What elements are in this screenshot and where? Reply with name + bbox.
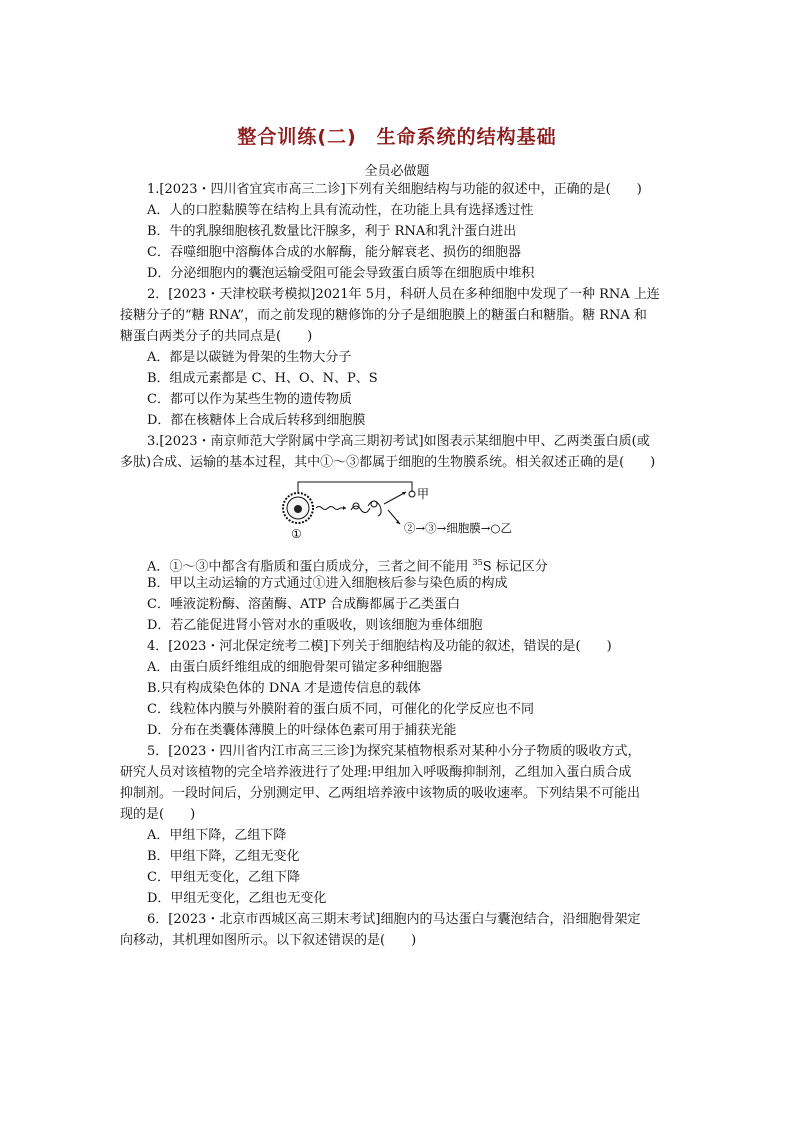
q2-stem-line3: 糖蛋白两类分子的共同点是( ): [120, 329, 313, 344]
q2-option-b: B．组成元素都是 C、H、O、N、P、S: [147, 371, 378, 386]
q4-option-b: B.只有构成染色体的 DNA 才是遗传信息的载体: [147, 681, 422, 696]
q5-option-a: A．甲组下降，乙组下降: [147, 828, 287, 843]
q2-stem-line1: 2．[2023・天津校联考模拟]2021年 5月，科研人员在多种细胞中发现了一种 RNA 上连: [147, 287, 660, 302]
flow-label: ②→③→细胞膜→○乙: [404, 521, 512, 535]
q5-stem-line3: 抑制剂。一段时间后，分别测定甲、乙两组培养液中该物质的吸收速率。下列结果不可能出: [120, 786, 641, 801]
arrow-to-jia: [384, 492, 406, 504]
nucleolus: [294, 505, 302, 513]
q3-stem-line2: 多肽)合成、运输的基本过程，其中①～③都属于细胞的生物膜系统。相关叙述正确的是( ): [120, 455, 656, 470]
q2-option-c: C．都可以作为某些生物的遗传物质: [147, 392, 352, 407]
q3-option-a-text: A．①～③中都含有脂质和蛋白质成分，三者之间不能用: [147, 559, 473, 575]
q5-stem-line2: 研究人员对该植物的完全培养液进行了处理:甲组加入呼吸酶抑制剂，乙组加入蛋白质合成: [120, 765, 632, 780]
q3-option-d: D．若乙能促进肾小管对水的重吸收，则该细胞为垂体细胞: [147, 618, 483, 633]
ribosome-2: [371, 501, 377, 507]
q5-stem-line1: 5．[2023・四川省内江市高三三诊]为探究某植物根系对某种小分子物质的吸收方式，: [147, 744, 641, 759]
label-jia: 甲: [417, 487, 430, 501]
q5-option-d: D．甲组无变化，乙组也无变化: [147, 891, 327, 906]
q4-option-a: A．由蛋白质纤维组成的细胞骨架可锚定多种细胞器: [147, 660, 443, 675]
q4-stem: 4．[2023・河北保定统考二模]下列关于细胞结构及功能的叙述，错误的是( ): [147, 639, 612, 654]
q3-stem-line1: 3.[2023・南京师范大学附属中学高三期初考试]如图表示某细胞中甲、乙两类蛋白质(或: [147, 434, 650, 449]
q1-option-a: A．人的口腔黏膜等在结构上具有流动性，在功能上具有选择透过性: [147, 203, 534, 218]
q6-stem-line1: 6．[2023・北京市西城区高三期末考试]细胞内的马达蛋白与囊泡结合，沿细胞骨架定: [147, 912, 641, 927]
q5-stem-line4: 现的是( ): [120, 807, 196, 822]
q3-option-a-sup: 35: [472, 558, 483, 567]
q1-option-d: D．分泌细胞内的囊泡运输受阻可能会导致蛋白质等在细胞质中堆积: [147, 266, 535, 281]
top-connector: [298, 482, 412, 493]
q4-option-c: C．线粒体内膜与外膜附着的蛋白质不同，可催化的化学反应也不同: [147, 702, 534, 717]
q3-option-b: B．甲以主动运输的方式通过①进入细胞核后参与染色质的构成: [147, 576, 508, 591]
q4-option-d: D．分布在类囊体薄膜上的叶绿体色素可用于捕获光能: [147, 723, 457, 738]
mrna-wave: [316, 507, 340, 510]
q3-option-a-tail: S 标记区分: [482, 559, 548, 575]
q3-option-c: C．唾液淀粉酶、溶菌酶、ATP 合成酶都属于乙类蛋白: [147, 597, 461, 612]
q5-option-b: B．甲组下降，乙组无变化: [147, 849, 300, 864]
q2-option-d: D．都在核糖体上合成后转移到细胞膜: [147, 413, 366, 428]
page-title: 整合训练(二) 生命系统的结构基础: [237, 126, 557, 148]
ribosome-chain-1: [351, 506, 370, 513]
q2-option-a: A．都是以碳链为骨架的生物大分子: [147, 350, 352, 365]
section-heading: 全员必做题: [364, 164, 430, 179]
arrowhead-1: [343, 506, 346, 510]
q6-stem-line2: 向移动，其机理如图所示。以下叙述错误的是( ): [120, 933, 417, 948]
protein-transport-diagram: [276, 478, 566, 542]
q1-option-b: B．牛的乳腺细胞核孔数量比汗腺多，利于 RNA和乳汁蛋白进出: [147, 224, 517, 239]
q5-option-c: C．甲组无变化，乙组下降: [147, 870, 300, 885]
q1-stem: 1.[2023・四川省宜宾市高三二诊]下列有关细胞结构与功能的叙述中，正确的是( ): [147, 182, 642, 197]
q2-stem-line2: 接糖分子的“糖 RNA”，而之前发现的糖修饰的分子是细胞膜上的糖蛋白和糖脂。糖 RNA 和: [120, 308, 647, 323]
label-1: ①: [291, 527, 302, 541]
q1-option-c: C．吞噬细胞中溶酶体合成的水解酶，能分解衰老、损伤的细胞器: [147, 245, 521, 260]
